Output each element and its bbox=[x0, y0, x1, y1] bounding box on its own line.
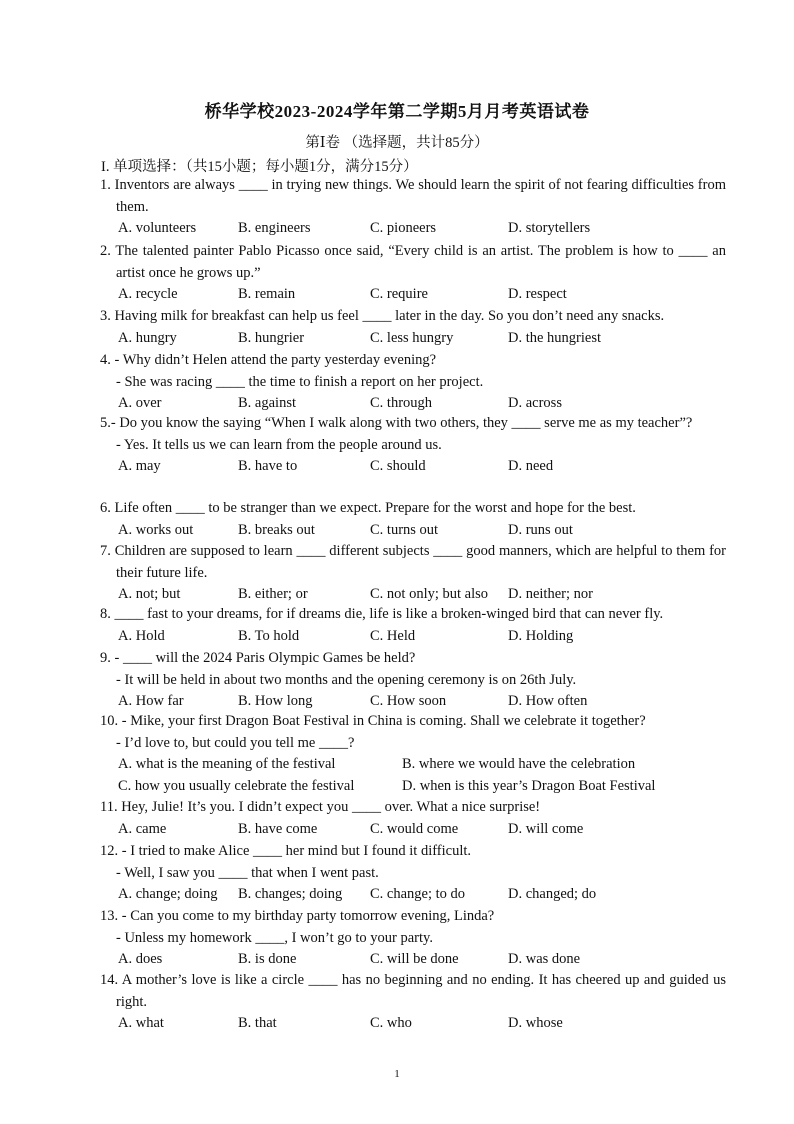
option-choice[interactable]: D. whose bbox=[508, 1015, 563, 1031]
options-row bbox=[118, 691, 726, 713]
options-row bbox=[118, 776, 726, 798]
options-row bbox=[118, 456, 726, 478]
option-choice[interactable]: C. less hungry bbox=[370, 329, 454, 346]
option-choice[interactable]: A. not; but bbox=[118, 586, 181, 602]
question-stem: 6. Life often ____ to be stranger than we expect. Prepare for the worst and hope for the best. bbox=[100, 500, 636, 516]
option-choice[interactable]: C. should bbox=[370, 458, 426, 474]
option-choice[interactable]: A. recycle bbox=[118, 286, 178, 302]
option-choice[interactable]: D. runs out bbox=[508, 521, 573, 538]
question bbox=[100, 797, 726, 840]
options-row bbox=[118, 393, 726, 415]
options-row bbox=[118, 754, 726, 776]
question-stem: 10. - Mike, your first Dragon Boat Festival in China is coming. Shall we celebrate it together? bbox=[100, 713, 646, 729]
option-choice[interactable]: A. Hold bbox=[118, 627, 165, 644]
option-choice[interactable]: B. against bbox=[238, 395, 296, 411]
question-stem: 13. - Can you come to my birthday party tomorrow evening, Linda? bbox=[100, 908, 495, 924]
dialogue-line: - Yes. It tells us we can learn from the people around us. bbox=[116, 436, 442, 453]
option-choice[interactable]: C. will be done bbox=[370, 951, 459, 967]
exam-title: 桥华学校2023-2024学年第二学期5月月考英语试卷 bbox=[204, 102, 590, 121]
options-row bbox=[118, 884, 726, 906]
question-stem: 1. Inventors are always ____ in trying new things. We should learn the spirit of not fearing difficulties from them. bbox=[100, 177, 726, 215]
option-choice[interactable]: D. storytellers bbox=[508, 220, 591, 236]
question bbox=[100, 906, 726, 971]
options-row bbox=[118, 949, 726, 971]
option-choice[interactable]: B. How long bbox=[238, 693, 313, 709]
option-choice[interactable]: C. who bbox=[370, 1015, 412, 1031]
option-choice[interactable]: A. change; doing bbox=[118, 886, 218, 902]
question bbox=[100, 175, 726, 240]
option-choice[interactable]: B. where we would have the celebration bbox=[402, 756, 636, 772]
option-choice[interactable]: C. turns out bbox=[370, 521, 439, 538]
dialogue-line: - Well, I saw you ____ that when I went past. bbox=[116, 864, 379, 881]
question bbox=[100, 498, 726, 541]
option-choice[interactable]: C. pioneers bbox=[370, 220, 437, 236]
option-choice[interactable]: A. hungry bbox=[118, 329, 177, 346]
dialogue-line: - She was racing ____ the time to finish a report on her project. bbox=[116, 373, 484, 390]
options-row bbox=[118, 218, 726, 240]
question bbox=[100, 604, 726, 647]
options-row bbox=[118, 819, 726, 841]
option-choice[interactable]: B. that bbox=[238, 1015, 277, 1031]
question-stem: 9. - ____ will the 2024 Paris Olympic Games be held? bbox=[100, 650, 416, 666]
question bbox=[100, 541, 726, 606]
option-choice[interactable]: C. How soon bbox=[370, 693, 447, 709]
question bbox=[100, 648, 726, 713]
question-stem: 3. Having milk for breakfast can help us feel ____ later in the day. So you don’t need any snacks. bbox=[100, 308, 665, 324]
option-choice[interactable]: D. will come bbox=[508, 820, 584, 837]
option-choice[interactable]: B. is done bbox=[238, 951, 297, 967]
option-choice[interactable]: B. have come bbox=[238, 820, 318, 837]
option-choice[interactable]: D. need bbox=[508, 458, 554, 474]
option-choice[interactable]: D. when is this year’s Dragon Boat Festival bbox=[402, 777, 656, 794]
option-choice[interactable]: B. remain bbox=[238, 286, 296, 302]
option-choice[interactable]: A. what is the meaning of the festival bbox=[118, 756, 336, 772]
option-choice[interactable]: C. would come bbox=[370, 820, 459, 837]
option-choice[interactable]: B. hungrier bbox=[238, 329, 305, 346]
question bbox=[100, 241, 726, 306]
option-choice[interactable]: A. How far bbox=[118, 693, 184, 709]
option-choice[interactable]: C. Held bbox=[370, 627, 416, 644]
options-row bbox=[118, 1013, 726, 1035]
dialogue-line: - It will be held in about two months and the opening ceremony is on 26th July. bbox=[116, 671, 577, 688]
question bbox=[100, 306, 726, 349]
question-stem: 14. A mother’s love is like a circle ____ has no beginning and no ending. It has cheered up and guided us right. bbox=[100, 972, 726, 1010]
option-choice[interactable]: A. over bbox=[118, 395, 162, 411]
dialogue-line: - Unless my homework ____, I won’t go to your party. bbox=[116, 929, 433, 946]
options-row bbox=[118, 284, 726, 306]
question-stem: 2. The talented painter Pablo Picasso once said, “Every child is an artist. The problem is how to ____ an artist once he grows up.” bbox=[100, 243, 726, 281]
options-row bbox=[118, 584, 726, 606]
question-stem: 7. Children are supposed to learn ____ different subjects ____ good manners, which are helpful to them for their future life. bbox=[100, 543, 726, 581]
option-choice[interactable]: D. across bbox=[508, 395, 562, 411]
dialogue-line: - I’d love to, but could you tell me ____? bbox=[116, 734, 355, 751]
option-choice[interactable]: B. have to bbox=[238, 458, 298, 474]
question bbox=[100, 970, 726, 1035]
option-choice[interactable]: A. does bbox=[118, 951, 163, 967]
options-row bbox=[118, 520, 726, 542]
question-stem: 11. Hey, Julie! It’s you. I didn’t expect you ____ over. What a nice surprise! bbox=[100, 799, 541, 815]
section-heading: I. 单项选择：（共15小题；每小题1分，满分15分） bbox=[101, 159, 418, 175]
option-choice[interactable]: D. neither; nor bbox=[508, 586, 593, 602]
option-choice[interactable]: A. volunteers bbox=[118, 220, 197, 236]
option-choice[interactable]: D. respect bbox=[508, 286, 567, 302]
option-choice[interactable]: D. changed; do bbox=[508, 886, 597, 902]
option-choice[interactable]: D. How often bbox=[508, 693, 588, 709]
question bbox=[100, 841, 726, 906]
option-choice[interactable]: B. To hold bbox=[238, 627, 300, 644]
option-choice[interactable]: D. Holding bbox=[508, 627, 574, 644]
option-choice[interactable]: A. works out bbox=[118, 521, 194, 538]
option-choice[interactable]: C. how you usually celebrate the festival bbox=[118, 777, 355, 794]
option-choice[interactable]: C. through bbox=[370, 395, 433, 411]
option-choice[interactable]: C. not only; but also bbox=[370, 586, 489, 602]
question-stem: 5.- Do you know the saying “When I walk along with two others, they ____ serve me as my teacher”? bbox=[100, 415, 693, 431]
question-stem: 12. - I tried to make Alice ____ her mind but I found it difficult. bbox=[100, 843, 472, 859]
options-row bbox=[118, 328, 726, 350]
option-choice[interactable]: C. change; to do bbox=[370, 886, 466, 902]
options-row bbox=[118, 626, 726, 648]
option-choice[interactable]: D. was done bbox=[508, 951, 581, 967]
question bbox=[100, 711, 726, 797]
option-choice[interactable]: B. breaks out bbox=[238, 521, 315, 538]
part-subtitle: 第Ⅰ卷 （选择题，共计85分） bbox=[305, 135, 489, 151]
option-choice[interactable]: B. engineers bbox=[238, 220, 311, 236]
option-choice[interactable]: A. may bbox=[118, 458, 161, 474]
option-choice[interactable]: B. either; or bbox=[238, 586, 308, 602]
question-stem: 4. - Why didn’t Helen attend the party yesterday evening? bbox=[100, 352, 437, 368]
question bbox=[100, 413, 726, 478]
option-choice[interactable]: A. came bbox=[118, 820, 167, 837]
option-choice[interactable]: D. the hungriest bbox=[508, 329, 602, 346]
page-number: 1 bbox=[394, 1068, 400, 1080]
option-choice[interactable]: C. require bbox=[370, 286, 428, 302]
option-choice[interactable]: A. what bbox=[118, 1015, 164, 1031]
option-choice[interactable]: B. changes; doing bbox=[238, 886, 343, 902]
question-stem: 8. ____ fast to your dreams, for if dreams die, life is like a broken-winged bird that can never fly. bbox=[100, 606, 664, 622]
question bbox=[100, 350, 726, 415]
